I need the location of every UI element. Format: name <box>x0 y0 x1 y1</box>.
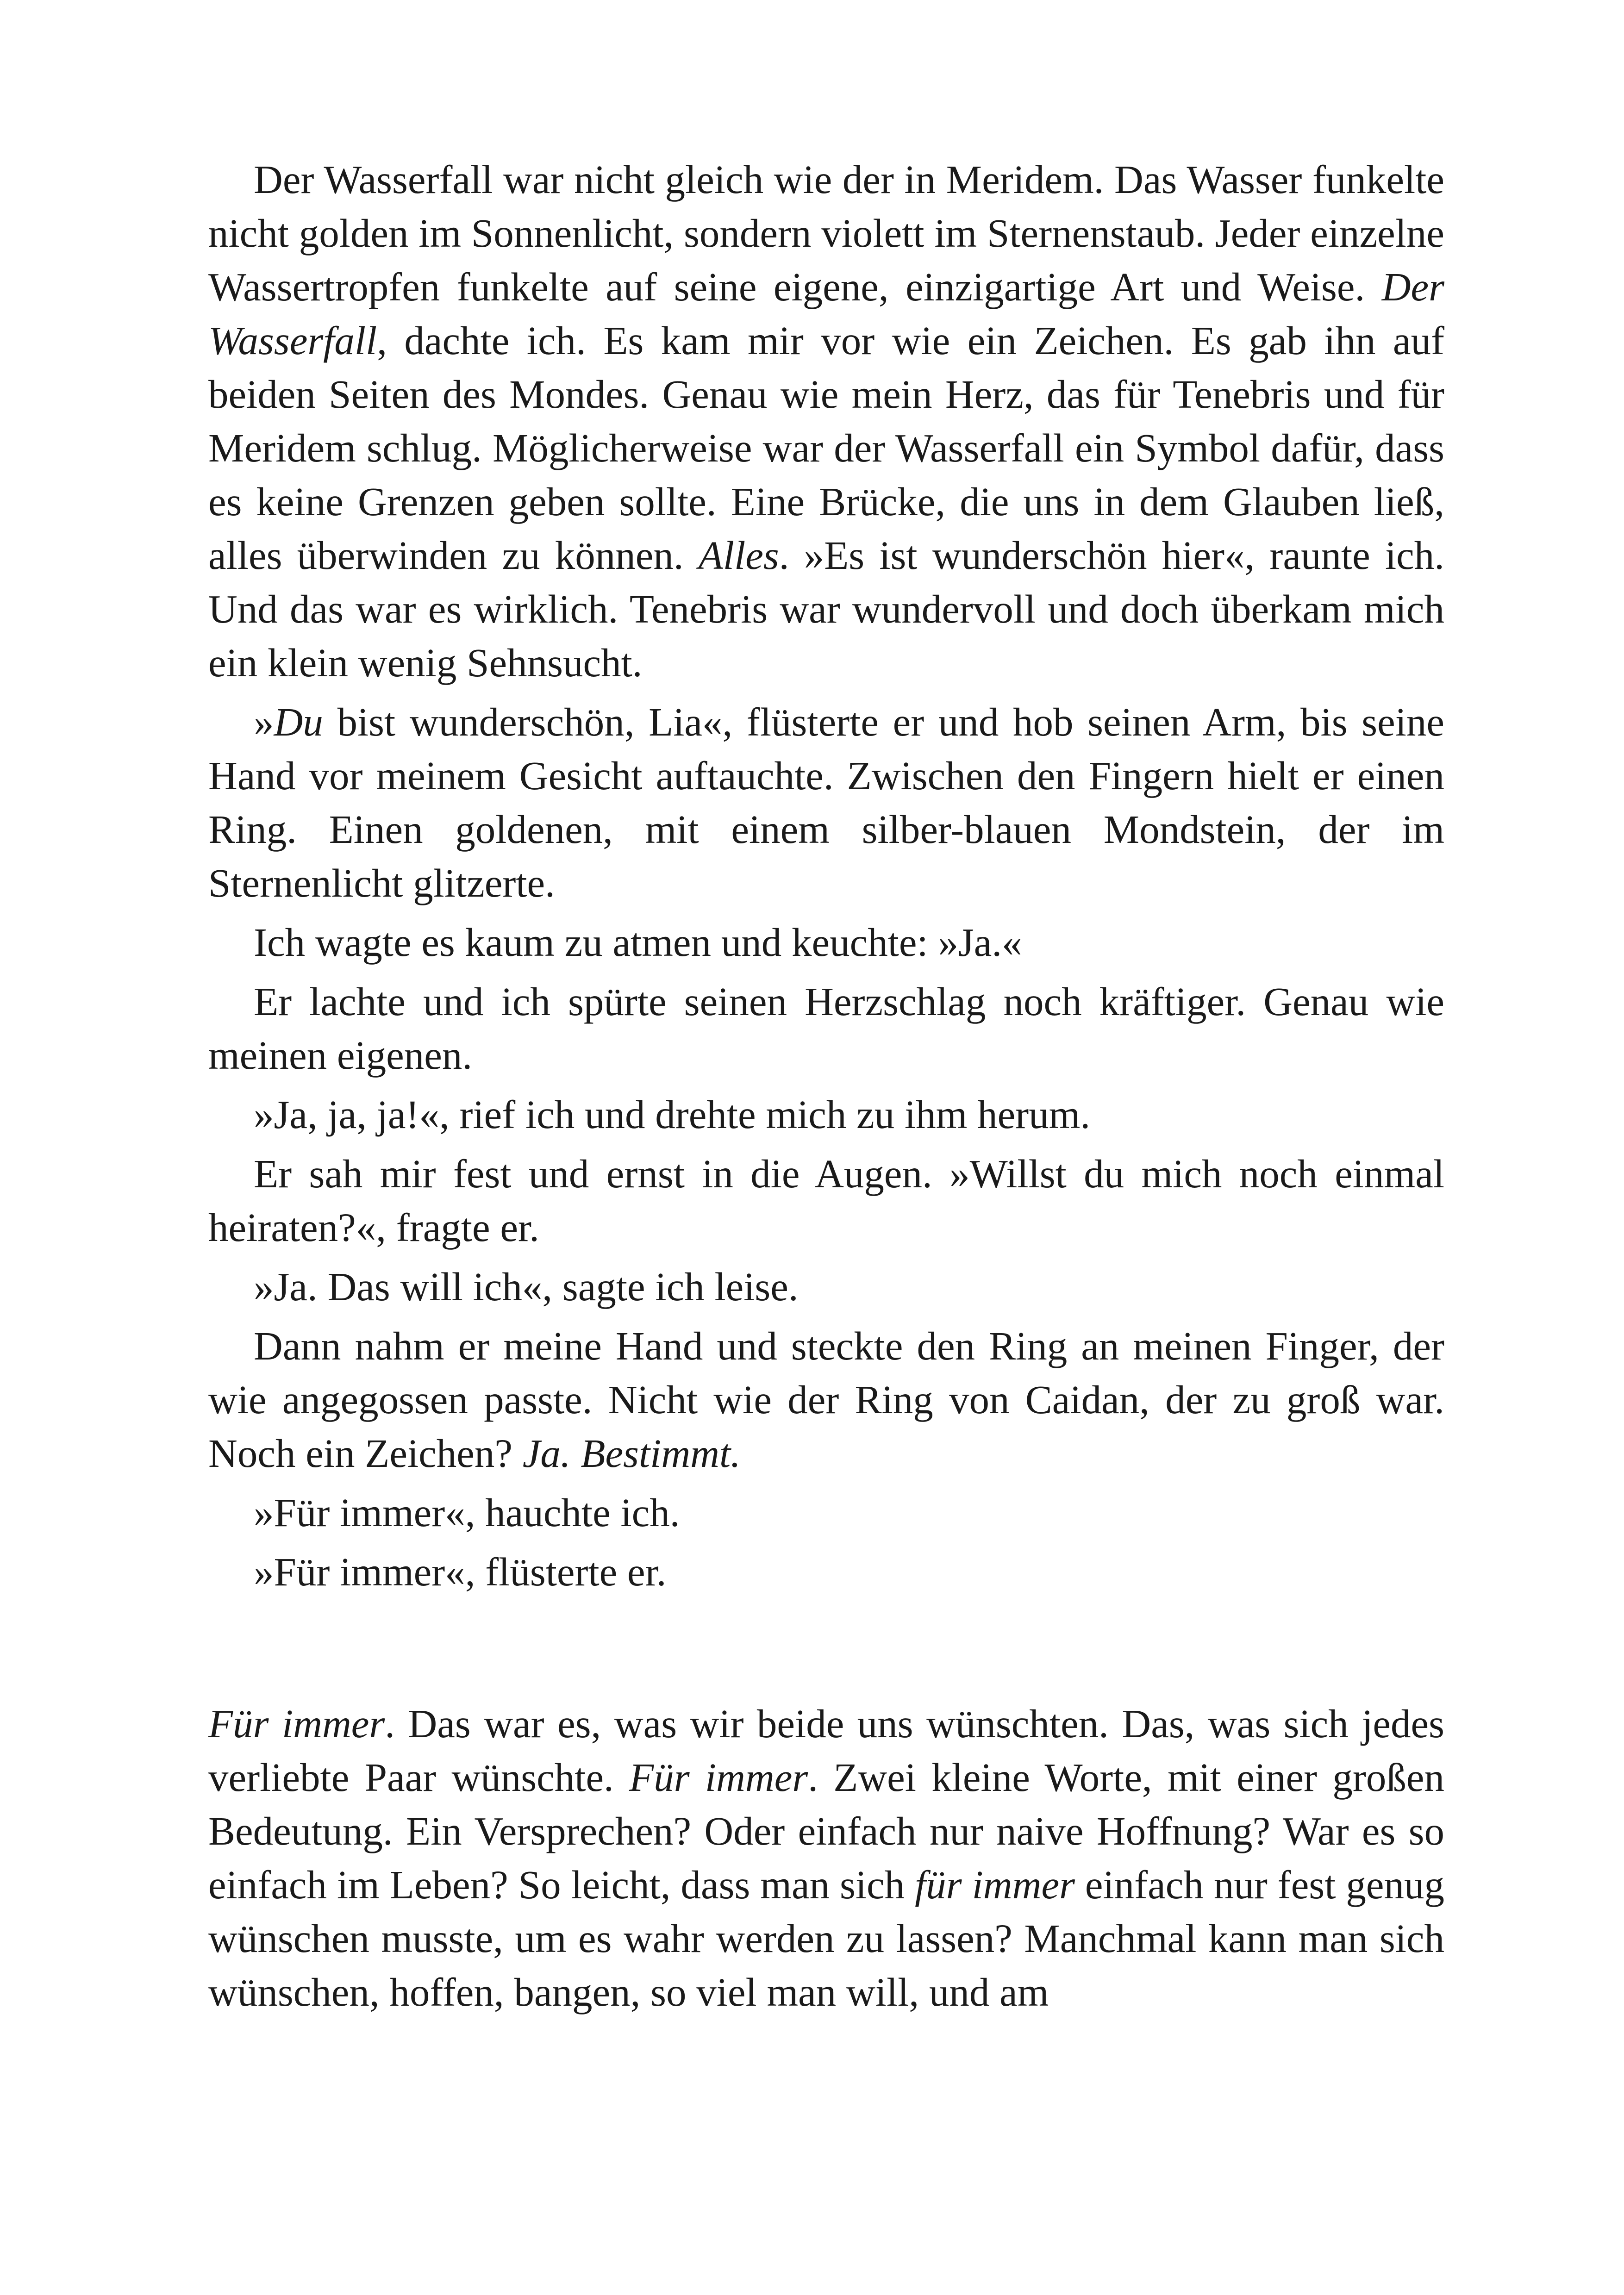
italic-text: für immer <box>915 1862 1075 1907</box>
text-run: Der Wasserfall war nicht gleich wie der in Meridem. Das Wasser funkelte nicht golden im Sonnenlicht, sondern violett im Sternenstaub. Jeder einzelne Wassertropfen funkelte auf seine eigene, einzigartige Art und Weise. <box>208 157 1444 309</box>
text-run: . Zwei kleine Worte, mit einer großen Bedeutung. Ein Versprechen? Oder einfach nur naive Hoffnung? War es so einfach im Leben? So leicht, dass man sich <box>208 1755 1444 1907</box>
italic-text: Für immer <box>208 1701 385 1746</box>
text-run: » <box>254 699 274 744</box>
paragraph <box>208 1088 1444 1141</box>
text-run: »Ja, ja, ja!«, rief ich und drehte mich zu ihm herum. <box>254 1092 1091 1137</box>
italic-text: Für immer <box>629 1755 808 1800</box>
text-run: bist wunderschön, Lia«, flüsterte er und hob seinen Arm, bis seine Hand vor meinem Gesicht auftauchte. Zwischen den Fingern hielt er einen Ring. Einen goldenen, mit einem silber-blauen Mondstein, der im Sternenlicht glitzerte. <box>208 699 1444 905</box>
text-run: »Ja. Das will ich«, sagte ich leise. <box>254 1264 799 1309</box>
book-page <box>208 153 1444 2025</box>
text-run: Dann nahm er meine Hand und steckte den Ring an meinen Finger, der wie angegossen passte. Nicht wie der Ring von Caidan, der zu groß war. Noch ein Zeichen? <box>208 1323 1444 1476</box>
paragraph <box>208 1486 1444 1540</box>
paragraph <box>208 975 1444 1082</box>
paragraph <box>208 153 1444 690</box>
italic-text: Du <box>274 699 323 744</box>
paragraph <box>208 1697 1444 2019</box>
text-run: einfach nur fest genug wünschen musste, um es wahr werden zu lassen? Manchmal kann man sich wünschen, hoffen, bangen, so viel man will, und am <box>208 1862 1444 2014</box>
italic-text: Ja. Bestimmt. <box>522 1431 741 1476</box>
paragraph <box>208 1147 1444 1254</box>
text-run: Er lachte und ich spürte seinen Herzschlag noch kräftiger. Genau wie meinen eigenen. <box>208 979 1444 1078</box>
text-run: . Das war es, was wir beide uns wünschten. Das, was sich jedes verliebte Paar wünschte. <box>208 1701 1444 1800</box>
paragraph <box>208 1260 1444 1314</box>
paragraph <box>208 695 1444 910</box>
scene-break <box>208 1604 1444 1697</box>
paragraph <box>208 1319 1444 1480</box>
paragraph <box>208 1545 1444 1599</box>
italic-text: Der Wasserfall <box>208 264 1444 363</box>
text-run: Er sah mir fest und ernst in die Augen. »Willst du mich noch einmal heiraten?«, fragte er. <box>208 1151 1444 1250</box>
italic-text: Alles <box>698 533 779 578</box>
text-run: . »Es ist wunderschön hier«, raunte ich. Und das war es wirklich. Tenebris war wundervoll und doch überkam mich ein klein wenig Sehnsucht. <box>208 533 1444 685</box>
paragraph <box>208 916 1444 969</box>
text-run: »Für immer«, flüsterte er. <box>254 1549 667 1594</box>
text-run: »Für immer«, hauchte ich. <box>254 1490 680 1535</box>
text-run: Ich wagte es kaum zu atmen und keuchte: »Ja.« <box>254 920 1022 965</box>
text-run: , dachte ich. Es kam mir vor wie ein Zeichen. Es gab ihn auf beiden Seiten des Mondes. Genau wie mein Herz, das für Tenebris und für Meridem schlug. Möglicherweise war der Wasserfall ein Symbol dafür, dass es keine Grenzen geben sollte. Eine Brücke, die uns in dem Glauben ließ, alles überwinden zu können. <box>208 318 1444 578</box>
